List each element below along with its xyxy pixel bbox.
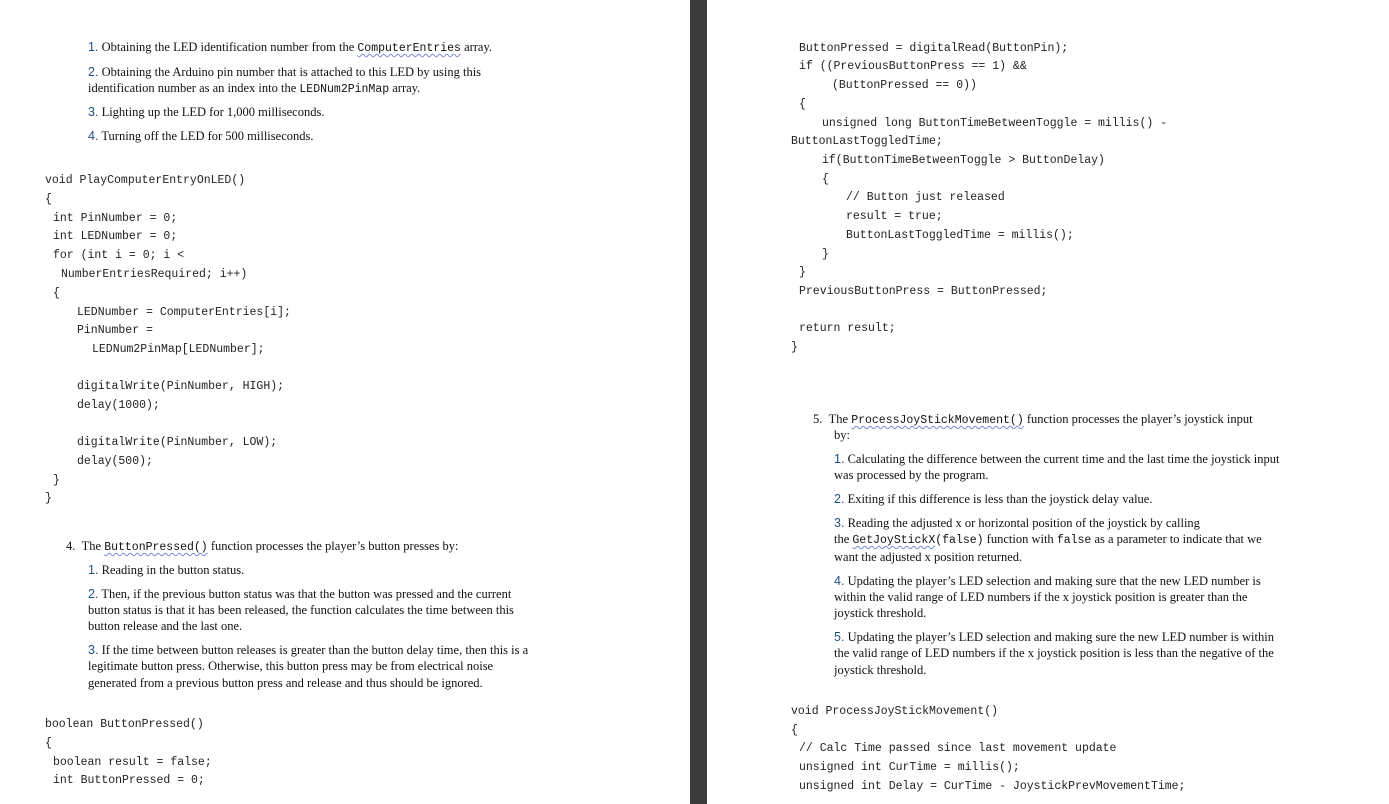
code-line: { <box>45 193 52 206</box>
step-c-4-line3: joystick threshold. <box>834 606 927 620</box>
code-line: void ProcessJoyStickMovement() <box>791 705 999 718</box>
list-item-4: 4. The ButtonPressed() function processes the player’s button presses by: <box>66 539 459 554</box>
code-line: } <box>45 492 52 505</box>
step-b-3-line1: 3. If the time between button releases is greater than the button delay time, then this is a <box>88 643 529 657</box>
right-page <box>707 0 1389 804</box>
code-line: } <box>799 266 806 279</box>
step-a-3: 3. Lighting up the LED for 1,000 milliseconds. <box>88 105 325 119</box>
code-line: return result; <box>799 322 896 335</box>
step-a-2-line1: 2. Obtaining the Arduino pin number that is attached to this LED by using this <box>88 65 482 79</box>
code-line: NumberEntriesRequired; i++) <box>61 268 248 281</box>
step-a-2-line2: identification number as an index into the LEDNum2PinMap array. <box>88 81 421 96</box>
left-page <box>0 0 690 804</box>
code-line: ButtonLastToggledTime; <box>791 135 943 148</box>
step-c-5-line2: the valid range of LED numbers if the x joystick position is less than the negative of the <box>834 646 1274 660</box>
page-gutter <box>690 0 707 804</box>
step-c-3-line3: want the adjusted x position returned. <box>834 550 1023 564</box>
code-line: delay(1000); <box>77 399 160 412</box>
step-b-2-line3: button release and the last one. <box>88 619 243 633</box>
code-line: } <box>791 341 798 354</box>
code-line: for (int i = 0; i < <box>53 249 185 262</box>
code-line: { <box>45 737 52 750</box>
code-line: boolean result = false; <box>53 756 212 769</box>
code-line: } <box>53 474 60 487</box>
step-c-2: 2. Exiting if this difference is less than the joystick delay value. <box>834 492 1153 506</box>
code-line: LEDNum2PinMap[LEDNumber]; <box>92 343 265 356</box>
code-line: unsigned int CurTime = millis(); <box>799 761 1020 774</box>
step-b-2-line2: button status is that it has been released, the function calculates the time between this <box>88 603 514 617</box>
code-line: if ((PreviousButtonPress == 1) && <box>799 60 1027 73</box>
step-a-1: 1. Obtaining the LED identification number from the ComputerEntries array. <box>88 40 493 55</box>
code-line: delay(500); <box>77 455 153 468</box>
code-line: { <box>791 724 798 737</box>
step-c-3-line2: the GetJoyStickX(false) function with false as a parameter to indicate that we <box>834 532 1262 547</box>
code-line: } <box>822 248 829 261</box>
step-b-3-line2: legitimate button press. Otherwise, this button press may be from electrical noise <box>88 659 494 673</box>
step-c-1-line1: 1. Calculating the difference between the current time and the last time the joystick input <box>834 452 1280 466</box>
code-line: unsigned long ButtonTimeBetweenToggle = millis() - <box>822 117 1168 130</box>
step-c-4-line1: 4. Updating the player’s LED selection and making sure that the new LED number is <box>834 574 1261 588</box>
code-line: result = true; <box>846 210 943 223</box>
code-line: LEDNumber = ComputerEntries[i]; <box>77 306 291 319</box>
step-a-4: 4. Turning off the LED for 500 milliseconds. <box>88 129 314 143</box>
step-b-1: 1. Reading in the button status. <box>88 563 245 577</box>
code-line: digitalWrite(PinNumber, LOW); <box>77 436 278 449</box>
code-line: PreviousButtonPress = ButtonPressed; <box>799 285 1048 298</box>
step-b-3-line3: generated from a previous button press and release and thus should be ignored. <box>88 676 483 690</box>
step-b-2-line1: 2. Then, if the previous button status was that the button was pressed and the current <box>88 587 512 601</box>
step-c-1-line2: was processed by the program. <box>834 468 989 482</box>
code-line: ButtonLastToggledTime = millis(); <box>846 229 1074 242</box>
step-c-4-line2: within the valid range of LED numbers if the x joystick position is greater than the <box>834 590 1248 604</box>
step-c-5-line1: 5. Updating the player’s LED selection and making sure the new LED number is within <box>834 630 1274 644</box>
code-line: { <box>822 173 829 186</box>
list-item-5-line2: by: <box>834 428 850 442</box>
code-line: void PlayComputerEntryOnLED() <box>45 174 246 187</box>
code-line: { <box>799 98 806 111</box>
code-line: int PinNumber = 0; <box>53 212 178 225</box>
code-line: int LEDNumber = 0; <box>53 230 178 243</box>
code-line: ButtonPressed = digitalRead(ButtonPin); <box>799 42 1069 55</box>
code-line: PinNumber = <box>77 324 153 337</box>
code-line: // Button just released <box>846 191 1005 204</box>
code-line: (ButtonPressed == 0)) <box>832 79 977 92</box>
step-c-5-line3: joystick threshold. <box>834 663 927 677</box>
list-item-5: 5. The ProcessJoyStickMovement() function processes the player’s joystick input <box>813 412 1253 427</box>
code-line: int ButtonPressed = 0; <box>53 774 205 787</box>
code-line: digitalWrite(PinNumber, HIGH); <box>77 380 285 393</box>
code-line: boolean ButtonPressed() <box>45 718 204 731</box>
code-line: if(ButtonTimeBetweenToggle > ButtonDelay) <box>822 154 1105 167</box>
code-line: // Calc Time passed since last movement update <box>799 742 1117 755</box>
code-line: { <box>53 287 60 300</box>
code-line: unsigned int Delay = CurTime - JoystickPrevMovementTime; <box>799 780 1186 793</box>
step-c-3-line1: 3. Reading the adjusted x or horizontal position of the joystick by calling <box>834 516 1200 530</box>
